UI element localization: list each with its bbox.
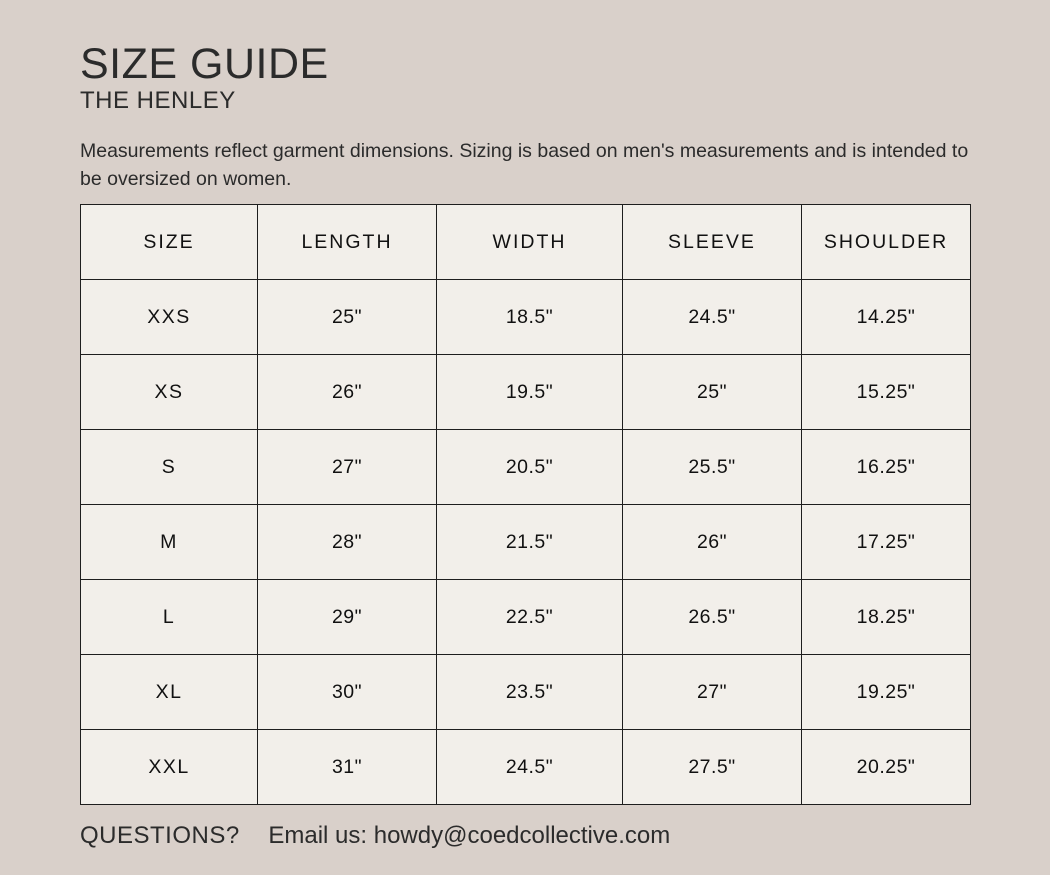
sleeve-cell: 27" <box>623 655 802 730</box>
width-cell: 24.5" <box>437 730 623 805</box>
column-header-sleeve: SLEEVE <box>623 205 802 280</box>
column-header-width: WIDTH <box>437 205 623 280</box>
sleeve-cell: 26" <box>623 505 802 580</box>
sleeve-cell: 25.5" <box>623 430 802 505</box>
table-row <box>81 655 971 730</box>
sleeve-cell: 27.5" <box>623 730 802 805</box>
table-row <box>81 505 971 580</box>
size-cell: XL <box>81 655 258 730</box>
size-table <box>80 204 971 805</box>
size-cell: L <box>81 580 258 655</box>
size-cell: XS <box>81 355 258 430</box>
sleeve-cell: 26.5" <box>623 580 802 655</box>
width-cell: 22.5" <box>437 580 623 655</box>
contact-email-link[interactable]: Email us: howdy@coedcollective.com <box>268 822 671 849</box>
sleeve-cell: 25" <box>623 355 802 430</box>
size-cell: XXL <box>81 730 258 805</box>
size-cell: S <box>81 430 258 505</box>
length-cell: 31" <box>258 730 437 805</box>
shoulder-cell: 18.25" <box>802 580 971 655</box>
length-cell: 27" <box>258 430 437 505</box>
length-cell: 30" <box>258 655 437 730</box>
size-guide-description: Measurements reflect garment dimensions. Sizing is based on men's measurements and is intended to be oversized on women. <box>80 140 969 190</box>
table-row <box>81 730 971 805</box>
size-cell: M <box>81 505 258 580</box>
width-cell: 23.5" <box>437 655 623 730</box>
table-row <box>81 280 971 355</box>
sleeve-cell: 24.5" <box>623 280 802 355</box>
shoulder-cell: 20.25" <box>802 730 971 805</box>
shoulder-cell: 15.25" <box>802 355 971 430</box>
width-cell: 21.5" <box>437 505 623 580</box>
length-cell: 29" <box>258 580 437 655</box>
column-header-length: LENGTH <box>258 205 437 280</box>
questions-label: QUESTIONS? <box>80 822 240 849</box>
contact-footer <box>80 820 670 852</box>
length-cell: 28" <box>258 505 437 580</box>
shoulder-cell: 17.25" <box>802 505 971 580</box>
table-row <box>81 580 971 655</box>
product-name: THE HENLEY <box>80 87 236 114</box>
width-cell: 19.5" <box>437 355 623 430</box>
shoulder-cell: 19.25" <box>802 655 971 730</box>
column-header-shoulder: SHOULDER <box>802 205 971 280</box>
shoulder-cell: 14.25" <box>802 280 971 355</box>
shoulder-cell: 16.25" <box>802 430 971 505</box>
length-cell: 26" <box>258 355 437 430</box>
table-row <box>81 430 971 505</box>
page-title: SIZE GUIDE <box>80 40 329 88</box>
table-row <box>81 355 971 430</box>
table-header-row <box>81 205 971 280</box>
length-cell: 25" <box>258 280 437 355</box>
width-cell: 20.5" <box>437 430 623 505</box>
column-header-size: SIZE <box>81 205 258 280</box>
width-cell: 18.5" <box>437 280 623 355</box>
size-cell: XXS <box>81 280 258 355</box>
